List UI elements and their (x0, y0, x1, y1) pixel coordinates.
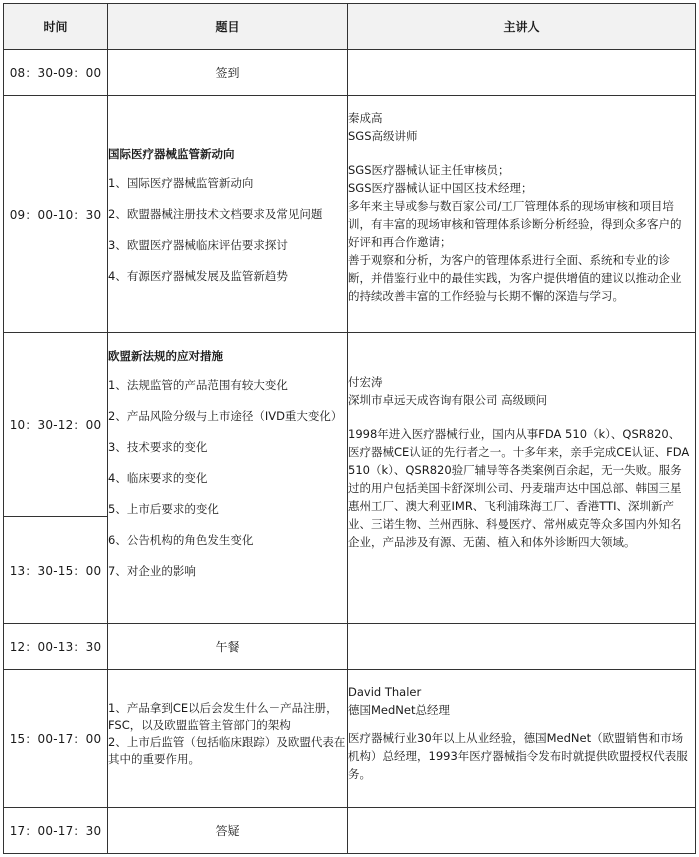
speaker-bio-line: SGS医疗器械认证中国区技术经理； (348, 181, 533, 195)
topic-item: 1、产品拿到CE以后会发生什么－产品注册，FSC，以及欧盟监管主管部门的架构 (108, 701, 338, 732)
topic-item: 2、欧盟器械注册技术文档要求及常见问题 (108, 207, 323, 221)
time-cell: 15：00-17：00 (9, 732, 102, 746)
topic-item: 6、公告机构的角色发生变化 (108, 533, 254, 547)
topic-item: 2、上市后监管（包括临床跟踪）及欧盟代表在其中的重要作用。 (108, 735, 346, 766)
speaker-bio-line: 多年来主导或参与数百家公司/工厂管理体系的现场审核和项目培训，有丰富的现场审核和管理体系诊断分析经验，得到众多客户的好评和再合作邀请； (348, 199, 682, 249)
speaker-name: 付宏涛 (348, 375, 383, 389)
topic-title: 国际医疗器械监管新动向 (108, 147, 235, 161)
topic-item: 1、法规监管的产品范围有较大变化 (108, 378, 288, 392)
topic-item: 2、产品风险分级与上市途径（IVD重大变化） (108, 409, 343, 423)
topic-cell (108, 700, 346, 768)
header-speaker: 主讲人 (348, 3, 695, 49)
time-cell: 08：30-09：00 (9, 66, 102, 80)
topic-item: 7、对企业的影响 (108, 564, 196, 578)
topic-item: 3、欧盟医疗器械临床评估要求探讨 (108, 238, 288, 252)
time-cell: 12：00-13：30 (9, 640, 102, 654)
topic-item: 1、国际医疗器械监管新动向 (108, 176, 254, 190)
speaker-name: 秦成高 (348, 111, 383, 125)
time-cell: 09：00-10：30 (9, 207, 102, 222)
header-time: 时间 (4, 3, 107, 49)
speaker-bio-line: SGS医疗器械认证主任审核员； (348, 163, 510, 177)
speaker-bio-line: 善于观察和分析，为客户的管理体系进行全面、系统和专业的诊断，并借鉴行业中的最佳实践，为客户提供增值的建议以推动企业的持续改善丰富的工作经验与长期不懈的深造与学习。 (348, 253, 682, 303)
grid-line (695, 3, 696, 854)
speaker-title: 德国MedNet总经理 (348, 703, 450, 717)
time-cell: 17：00-17：30 (9, 824, 102, 838)
speaker-bio-line: 1998年进入医疗器械行业，国内从事FDA 510（k）、QSR820、医疗器械CE认证的先行者之一。十多年来，亲手完成CE认证、FDA 510（k）、QSR820验厂辅导等各类案例百余起，无一失败。服务过的用户包括美国卡舒深圳公司、丹麦瑞声达中国总部、韩国三星惠州工厂、澳大利亚IMR、飞利浦珠海工厂、香港TTI、深圳新产业、三诺生物、兰州西脉、科曼医疗、常州威克等众多国内外知名企业，产品涉及有源、无菌、植入和体外诊断四大领域。 (348, 427, 690, 549)
time-cell: 10：30-12：00 (9, 418, 102, 432)
header-topic: 题目 (108, 3, 347, 49)
speaker-cell (348, 683, 691, 783)
schedule-table (3, 3, 696, 854)
topic-cell (108, 348, 346, 594)
speaker-bio-line: 医疗器械行业30年以上从业经验，德国MedNet（欧盟销售和市场机构）总经理，1993年医疗器械指令发布时就提供欧盟授权代表服务。 (348, 731, 688, 781)
time-cell: 13：30-15：00 (9, 563, 102, 578)
topic-item: 4、临床要求的变化 (108, 471, 208, 485)
topic-item: 3、技术要求的变化 (108, 440, 208, 454)
topic-cell: 签到 (215, 66, 240, 80)
topic-cell: 午餐 (215, 640, 240, 654)
topic-cell: 答疑 (215, 824, 240, 838)
topic-item: 5、上市后要求的变化 (108, 502, 219, 516)
topic-cell (108, 146, 346, 299)
speaker-cell (348, 109, 691, 305)
topic-item: 4、有源医疗器械发展及监管新趋势 (108, 269, 288, 283)
speaker-title: SGS高级讲师 (348, 129, 418, 143)
speaker-title: 深圳市卓远天成咨询有限公司 高级顾问 (348, 393, 548, 407)
speaker-cell (348, 373, 691, 551)
speaker-name: David Thaler (348, 685, 422, 699)
topic-title: 欧盟新法规的应对措施 (108, 349, 223, 363)
